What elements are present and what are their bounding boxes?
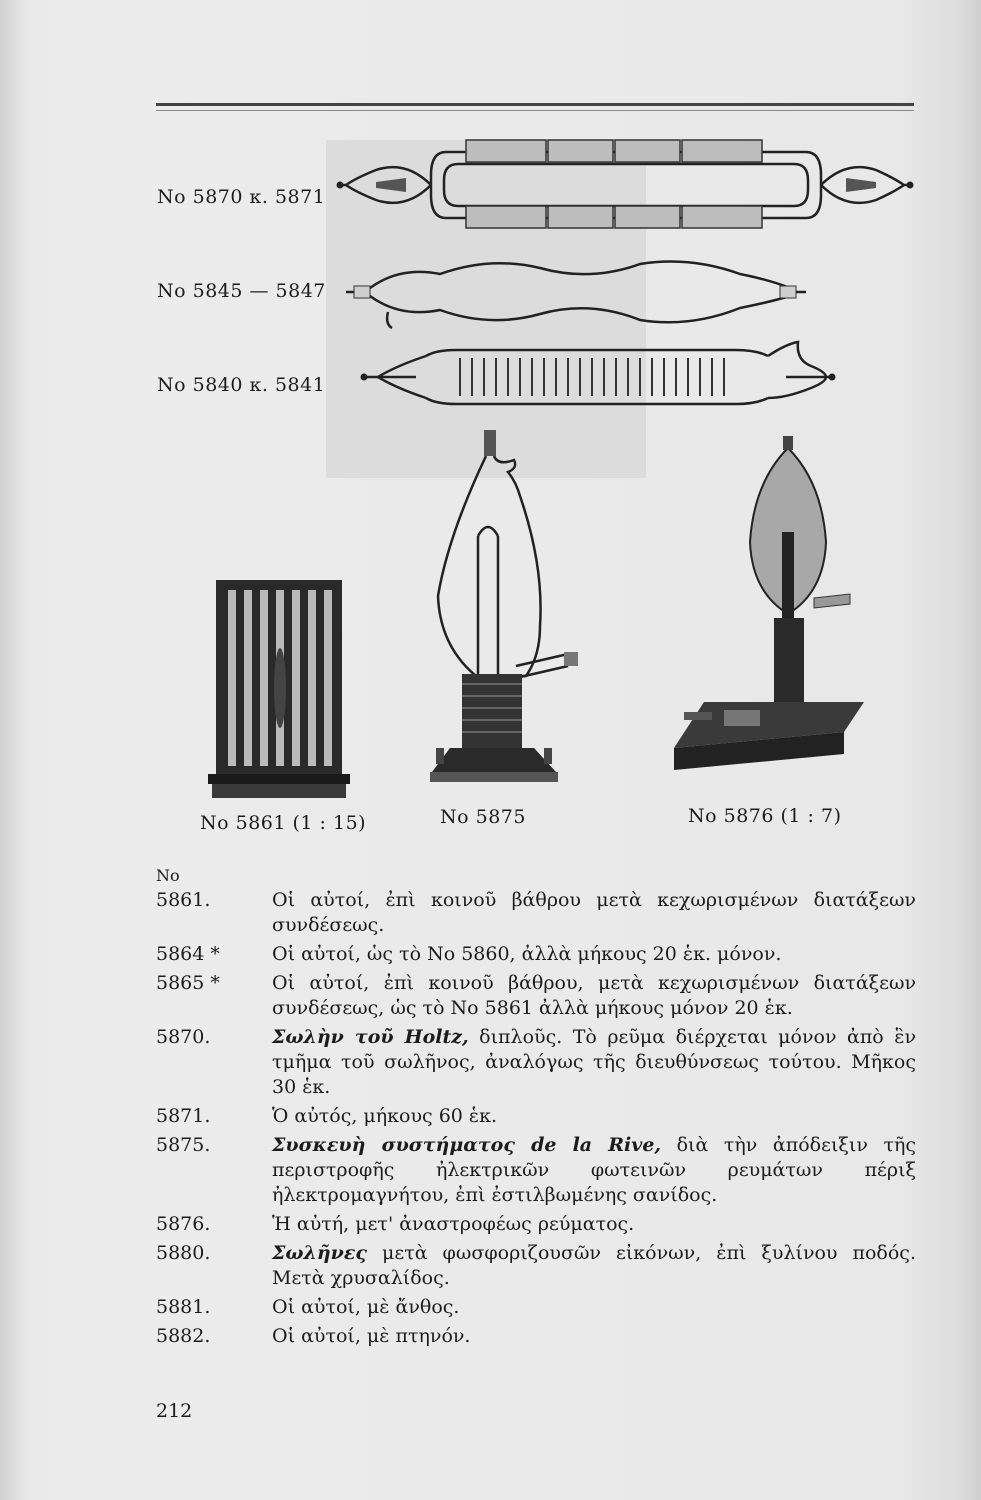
- striated-tube-illustration: [356, 336, 840, 416]
- entry-text: Οἱ αὐτοί, μὲ πτηνόν.: [272, 1325, 471, 1347]
- entry-title: Συσκευὴ συστήματος de la Rive,: [272, 1134, 662, 1156]
- entry-text: Οἱ αὐτοί, ἐπὶ κοινοῦ βάθρου, μετὰ κεχωρισμένων διατάξεων συνδέσεως, ὡς τὸ No 5861 ἀλλὰ μήκους μόνον 20 ἑκ.: [272, 972, 916, 1019]
- entry-title: Σωλὴν τοῦ Holtz,: [272, 1026, 469, 1048]
- wavy-tube-illustration: [340, 252, 810, 332]
- header-rule: [156, 103, 914, 106]
- holtz-double-tube-illustration: [336, 130, 916, 240]
- entry-text: μετὰ φωσφοριζουσῶν εἰκόνων, ἐπὶ ξυλίνου ποδός. Μετὰ χρυσαλίδος.: [272, 1242, 916, 1289]
- tube2-label: No 5845 — 5847: [157, 280, 326, 302]
- header-rule-thin: [156, 110, 914, 111]
- tube1-label: No 5870 κ. 5871: [157, 186, 326, 208]
- entry-number: 5870.: [156, 1026, 211, 1048]
- tube-rack-illustration: [206, 578, 352, 800]
- coil-label: No 5875: [440, 806, 526, 828]
- entry-number: 5875.: [156, 1134, 211, 1156]
- entry-5875: [156, 1133, 916, 1208]
- entry-number: 5871.: [156, 1105, 211, 1127]
- entry-5861: [156, 888, 916, 938]
- catalog-entries: [156, 866, 916, 1353]
- entry-5882: [156, 1324, 916, 1349]
- entry-number: 5881.: [156, 1296, 211, 1318]
- rack-label: No 5861 (1 : 15): [200, 812, 367, 834]
- entry-5871: [156, 1104, 916, 1129]
- entry-text: Οἱ αὐτοί, ἐπὶ κοινοῦ βάθρου μετὰ κεχωρισμένων διατάξεων συνδέσεως.: [272, 889, 916, 936]
- entry-5864: [156, 942, 916, 967]
- entry-number: 5864 *: [156, 943, 220, 965]
- entry-number: 5876.: [156, 1213, 211, 1235]
- entry-5870: [156, 1025, 916, 1100]
- entry-text: Ἡ αὐτή, μετ' ἀναστροφέως ρεύματος.: [272, 1213, 635, 1235]
- de-la-rive-apparatus-illustration: [428, 426, 588, 788]
- entry-text: διὰ τὴν ἀπόδειξιν τῆς περιστροφῆς ἠλεκτρικῶν φωτεινῶν ρευμάτων πέριξ ἠλεκτρομαγνήτου, ἐπὶ ἐστιλβωμένης σανίδος.: [272, 1134, 916, 1206]
- entry-number: 5865 *: [156, 972, 220, 994]
- entry-number: 5882.: [156, 1325, 211, 1347]
- entry-5881: [156, 1295, 916, 1320]
- entry-text: Ὁ αὐτός, μήκους 60 ἑκ.: [272, 1105, 498, 1127]
- page-number: 212: [156, 1400, 193, 1422]
- entry-5880: [156, 1241, 916, 1291]
- entry-number: 5880.: [156, 1242, 211, 1264]
- list-header: No: [156, 866, 180, 885]
- lamp-with-reverser-illustration: [664, 432, 864, 780]
- entry-5876: [156, 1212, 916, 1237]
- entry-title: Σωλῆνες: [272, 1242, 367, 1264]
- entry-number: 5861.: [156, 889, 211, 911]
- entry-5865: [156, 971, 916, 1021]
- entry-text: διπλοῦς. Τὸ ρεῦμα διέρχεται μόνον ἀπὸ ἓν τμῆμα τοῦ σωλῆνος, ἀναλόγως τῆς διευθύνσεως τούτου. Μῆκος 30 ἑκ.: [272, 1026, 916, 1098]
- lamp-label: No 5876 (1 : 7): [688, 805, 842, 827]
- entry-text: Οἱ αὐτοί, ὡς τὸ No 5860, ἀλλὰ μήκους 20 ἑκ. μόνον.: [272, 943, 782, 965]
- tube3-label: No 5840 κ. 5841: [157, 374, 326, 396]
- entry-text: Οἱ αὐτοί, μὲ ἄνθος.: [272, 1296, 460, 1318]
